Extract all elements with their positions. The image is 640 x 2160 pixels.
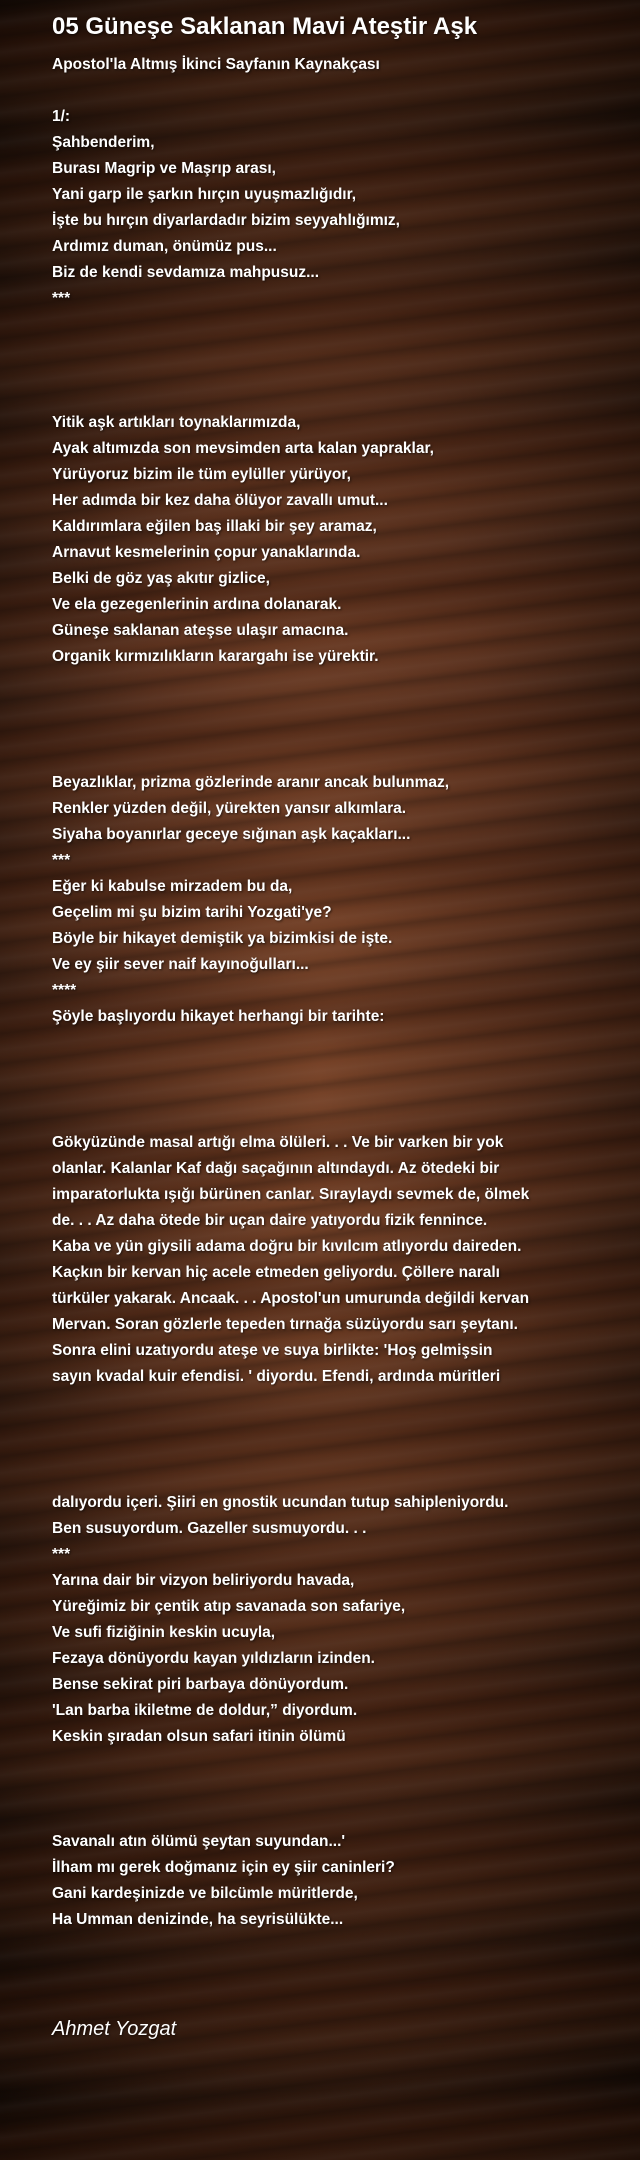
poem-line: Mervan. Soran gözlerle tepeden tırnağa süzüyordu sarı şeytanı. xyxy=(52,1316,518,1333)
poem-line: Kaba ve yün giysili adama doğru bir kıvılcım atlıyordu daireden. xyxy=(52,1238,522,1255)
poem-line: Yitik aşk artıkları toynaklarımızda, xyxy=(52,414,301,431)
poem-line: Arnavut kesmelerinin çopur yanaklarında. xyxy=(52,544,361,561)
poem-line: Sonra elini uzatıyordu ateşe ve suya birlikte: 'Hoş gelmişsin xyxy=(52,1342,493,1359)
poem-line: imparatorlukta ışığı bürünen canlar. Sıraylaydı sevmek de, ölmek xyxy=(52,1186,530,1203)
poem-line: de. . . Az daha ötede bir uçan daire yatıyordu fizik fennince. xyxy=(52,1212,488,1229)
poem-line: Ve ela gezegenlerinin ardına dolanarak. xyxy=(52,596,342,613)
poem-line: Böyle bir hikayet demiştik ya bizimkisi de işte. xyxy=(52,930,393,947)
poem-line: Fezaya dönüyordu kayan yıldızların izinden. xyxy=(52,1650,375,1667)
poem-line: Ve sufi fiziğinin keskin ucuyla, xyxy=(52,1624,276,1641)
poem-line: dalıyordu içeri. Şiiri en gnostik ucundan tutup sahipleniyordu. xyxy=(52,1494,509,1511)
poem-line: Savanalı atın ölümü şeytan suyundan...' xyxy=(52,1833,346,1850)
poem-line: Keskin şıradan olsun safari itinin ölümü xyxy=(52,1728,346,1745)
poem-line: Biz de kendi sevdamıza mahpusuz... xyxy=(52,264,320,281)
poem-line: olanlar. Kalanlar Kaf dağı saçağının altındaydı. Az ötedeki bir xyxy=(52,1160,500,1177)
stanza-5 xyxy=(52,1490,622,1750)
poem-line: türküler yakarak. Ancaak. . . Apostol'un umurunda değildi kervan xyxy=(52,1290,530,1307)
stanza-4 xyxy=(52,1130,622,1390)
poem-line: Renkler yüzden değil, yürekten yansır alkımlara. xyxy=(52,800,407,817)
poem-line xyxy=(52,78,622,104)
poem-line: Eğer ki kabulse mirzadem bu da, xyxy=(52,878,293,895)
poem-line: Apostol'la Altmış İkinci Sayfanın Kaynakçası xyxy=(52,56,380,73)
poem-line: Ve ey şiir sever naif kayınoğulları... xyxy=(52,956,309,973)
poem-line: Beyazlıklar, prizma gözlerinde aranır ancak bulunmaz, xyxy=(52,774,450,791)
poem-line: *** xyxy=(52,852,71,869)
stanza-3 xyxy=(52,770,622,1030)
author-name: Ahmet Yozgat xyxy=(52,2018,177,2040)
poem-line: Şöyle başlıyordu hikayet herhangi bir tarihte: xyxy=(52,1008,385,1025)
poem-line: Güneşe saklanan ateşse ulaşır amacına. xyxy=(52,622,349,639)
poem-line: Burası Magrip ve Maşrıp arası, xyxy=(52,160,276,177)
poem-line: **** xyxy=(52,982,77,999)
poem-line: Ha Umman denizinde, ha seyrisülükte... xyxy=(52,1911,344,1928)
poem-line: 1/: xyxy=(52,108,71,125)
poem-line: Gökyüzünde masal artığı elma ölüleri. . . Ve bir varken bir yok xyxy=(52,1134,504,1151)
poem-line: Yüreğimiz bir çentik atıp savanada son safariye, xyxy=(52,1598,406,1615)
poem-line: *** xyxy=(52,1546,71,1563)
poem-line: Gani kardeşinizde ve bilcümle müritlerde, xyxy=(52,1885,358,1902)
poem-line: Her adımda bir kez daha ölüyor zavallı umut... xyxy=(52,492,388,509)
poem-line: Geçelim mi şu bizim tarihi Yozgati'ye? xyxy=(52,904,332,921)
poem-line: Siyaha boyanırlar geceye sığınan aşk kaçakları... xyxy=(52,826,411,843)
poem-line: Yürüyoruz bizim ile tüm eylüller yürüyor, xyxy=(52,466,351,483)
poem-line: Belki de göz yaş akıtır gizlice, xyxy=(52,570,270,587)
poem-line: Kaçkın bir kervan hiç acele etmeden geliyordu. Çöllere naralı xyxy=(52,1264,500,1281)
poem-line: Yarına dair bir vizyon beliriyordu havada, xyxy=(52,1572,355,1589)
poem-line: Bense sekirat piri barbaya dönüyordum. xyxy=(52,1676,349,1693)
poem-line: Kaldırımlara eğilen baş illaki bir şey aramaz, xyxy=(52,518,377,535)
poem-line: İşte bu hırçın diyarlardadır bizim seyyahlığımız, xyxy=(52,212,400,229)
poem-line: Şahbenderim, xyxy=(52,134,155,151)
stanza-1 xyxy=(52,52,622,312)
poem-line: Ardımız duman, önümüz pus... xyxy=(52,238,277,255)
stanza-6 xyxy=(52,1829,622,1933)
poem-line: Ben susuyordum. Gazeller susmuyordu. . . xyxy=(52,1520,367,1537)
poem-line: Organik kırmızılıkların karargahı ise yürektir. xyxy=(52,648,379,665)
poem-line: İlham mı gerek doğmanız için ey şiir caninleri? xyxy=(52,1859,395,1876)
poem-line: 'Lan barba ikiletme de doldur,” diyordum. xyxy=(52,1702,358,1719)
poem-title: 05 Güneşe Saklanan Mavi Ateştir Aşk xyxy=(52,13,478,40)
poem-line: sayın kvadal kuir efendisi. ' diyordu. Efendi, ardında müritleri xyxy=(52,1368,501,1385)
poem-line: Ayak altımızda son mevsimden arta kalan yapraklar, xyxy=(52,440,434,457)
poem-line: Yani garp ile şarkın hırçın uyuşmazlığıdır, xyxy=(52,186,357,203)
poem-line: *** xyxy=(52,290,71,307)
stanza-2 xyxy=(52,410,622,670)
